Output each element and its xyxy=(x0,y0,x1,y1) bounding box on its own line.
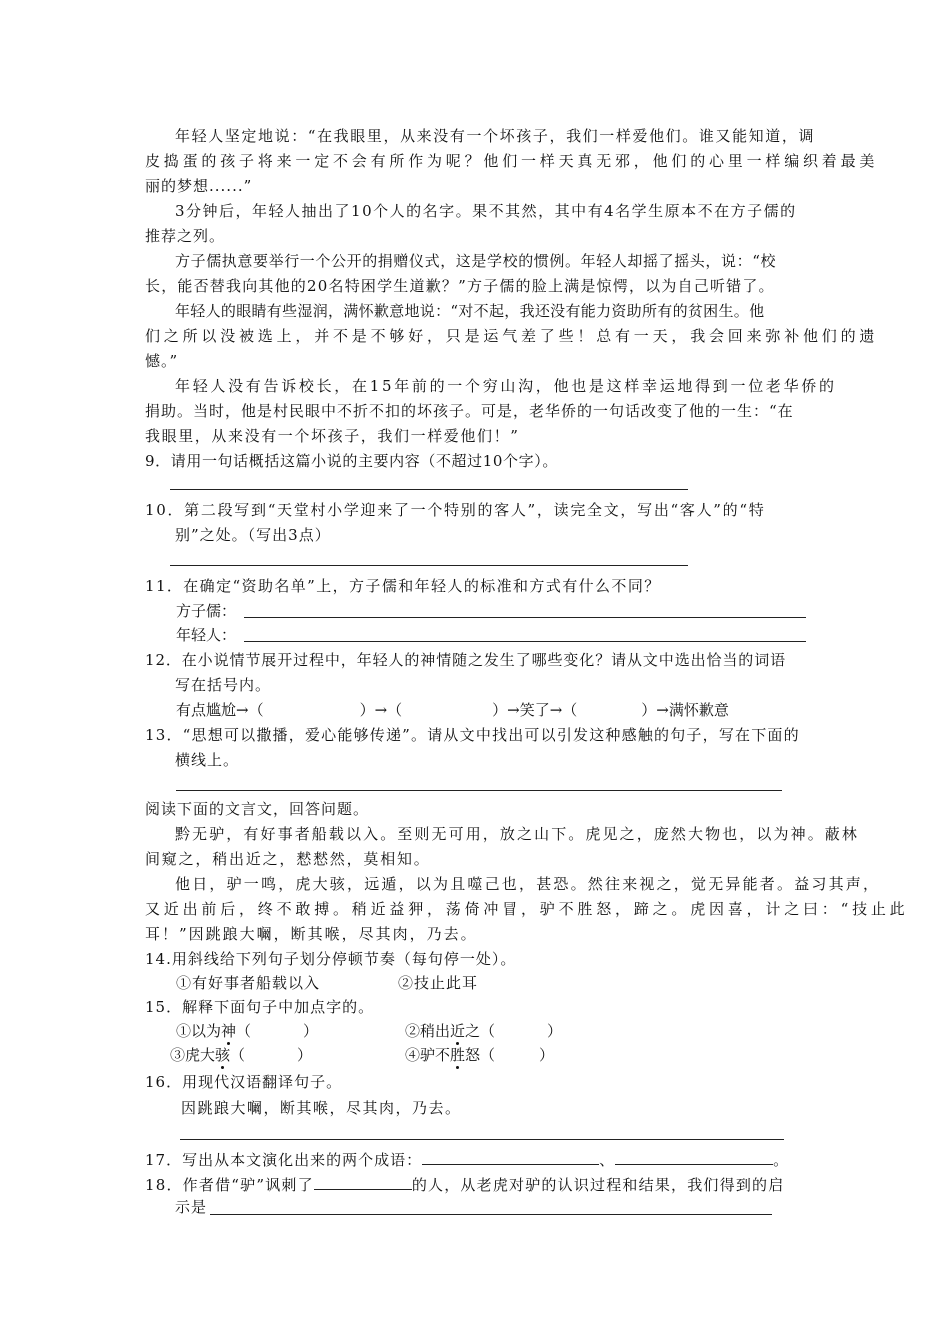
chain-part: 有点尴尬→（ xyxy=(176,701,264,719)
q15-item-1: ①以为神（ ） xyxy=(176,1022,319,1040)
passage2-line: 又近出前后，终不敢搏。稍近益狎，荡倚冲冒，驴不胜怒，蹄之。虎因喜，计之曰：“技止此 xyxy=(145,900,909,918)
answer-line-q16[interactable] xyxy=(180,1139,784,1140)
question-12: 写在括号内。 xyxy=(175,676,272,694)
passage1-line: 推荐之列。 xyxy=(145,227,226,245)
dotted-char: 神 xyxy=(221,1022,237,1040)
label-fangziru: 方子儒： xyxy=(176,602,237,620)
question-13: 13．“思想可以撒播，爱心能够传递”。请从文中找出可以引发这种感触的句子，写在下面的 xyxy=(145,726,800,744)
dotted-char: 近 xyxy=(450,1022,466,1040)
answer-line-q11-fangziru[interactable] xyxy=(244,617,806,618)
dotted-char: 骇 xyxy=(215,1046,231,1064)
q15-item-2: ②稍出近之（ ） xyxy=(405,1022,563,1040)
question-12: 12．在小说情节展开过程中，年轻人的神情随之发生了哪些变化？请从文中选出恰当的词语 xyxy=(145,651,786,669)
question-9: 9．请用一句话概括这篇小说的主要内容（不超过10个字）。 xyxy=(145,452,558,470)
passage1-line: 丽的梦想......” xyxy=(145,177,253,195)
q14-item-2: ②技止此耳 xyxy=(398,974,479,992)
q16-sentence: 因跳踉大㘎，断其喉，尽其肉，乃去。 xyxy=(181,1099,462,1117)
answer-line-q11-young-man[interactable] xyxy=(244,641,806,642)
passage1-line: 憾。” xyxy=(145,352,179,370)
passage1-line: 长，能否替我向其他的20名特困学生道歉？”方子儒的脸上满是惊愕，以为自己听错了。 xyxy=(145,277,775,295)
emotion-chain xyxy=(176,700,729,720)
question-13: 横线上。 xyxy=(175,751,240,769)
question-15: 15．解释下面句子中加点字的。 xyxy=(145,998,375,1016)
question-11: 11．在确定“资助名单”上，方子儒和年轻人的标准和方式有什么不同？ xyxy=(145,577,661,595)
answer-line-q18[interactable] xyxy=(210,1214,772,1215)
passage1-line: 3分钟后，年轻人抽出了10个人的名字。果不其然，其中有4名学生原本不在方子儒的 xyxy=(175,202,797,220)
q15-item-3: ③虎大骇（ ） xyxy=(170,1046,313,1064)
passage2-line: 间窥之，稍出近之，慭慭然，莫相知。 xyxy=(145,850,431,868)
passage1-line: 捐助。当时，他是村民眼中不折不扣的坏孩子。可是，老华侨的一句话改变了他的一生：“在 xyxy=(145,402,794,420)
answer-line-q10[interactable] xyxy=(170,565,688,566)
passage1-line: 年轻人的眼睛有些湿润，满怀歉意地说：“对不起，我还没有能力资助所有的贫困生。他 xyxy=(175,302,765,320)
passage2-line: 耳！”因跳踉大㘎，断其喉，尽其肉，乃去。 xyxy=(145,925,478,943)
chain-part: ）→满怀歉意 xyxy=(641,701,729,719)
chain-part: ）→笑了→（ xyxy=(492,701,578,719)
section-intro: 阅读下面的文言文，回答问题。 xyxy=(145,800,370,818)
question-18: 示是 xyxy=(175,1198,208,1216)
question-14: 14.用斜线给下列句子划分停顿节奏（每句停一处）。 xyxy=(145,950,517,968)
question-18: 18．作者借“驴”讽刺了 的人，从老虎对驴的认识过程和结果，我们得到的启 xyxy=(145,1173,784,1195)
passage2-line: 他日，驴一鸣，虎大骇，远遁，以为且噬己也，甚恐。然往来视之，觉无异能者。益习其声， xyxy=(175,875,881,893)
question-10: 别”之处。（写出3点） xyxy=(175,526,331,544)
satire-blank[interactable] xyxy=(314,1173,412,1190)
idiom-blank-2[interactable] xyxy=(615,1148,773,1165)
dotted-char: 胜 xyxy=(450,1046,466,1064)
idiom-blank-1[interactable] xyxy=(422,1148,599,1165)
q15-item-4: ④驴不胜怒（ ） xyxy=(405,1046,555,1064)
passage2-line: 黔无驴，有好事者船载以入。至则无可用，放之山下。虎见之，庞然大物也，以为神。蔽林 xyxy=(175,825,860,843)
passage1-line: 们之所以没被选上，并不是不够好，只是运气差了些！总有一天，我会回来弥补他们的遗 xyxy=(145,327,879,345)
label-young-man: 年轻人： xyxy=(176,626,237,644)
passage1-line: 皮捣蛋的孩子将来一定不会有所作为呢？他们一样天真无邪，他们的心里一样编织着最美 xyxy=(145,152,879,170)
question-10: 10．第二段写到“天堂村小学迎来了一个特别的客人”，读完全文，写出“客人”的“特 xyxy=(145,501,766,519)
q14-item-1: ①有好事者船载以入 xyxy=(176,974,321,992)
answer-line-q9[interactable] xyxy=(170,489,688,490)
answer-line-q13[interactable] xyxy=(176,790,782,791)
passage1-line: 方子儒执意要举行一个公开的捐赠仪式，这是学校的惯例。年轻人却摇了摇头，说：“校 xyxy=(175,252,777,270)
passage1-line: 年轻人坚定地说：“在我眼里，从来没有一个坏孩子，我们一样爱他们。谁又能知道，调 xyxy=(175,127,816,145)
chain-part: ）→（ xyxy=(359,701,403,719)
question-17: 17．写出从本文演化出来的两个成语： 、 。 xyxy=(145,1148,789,1170)
question-16: 16．用现代汉语翻译句子。 xyxy=(145,1073,343,1091)
passage1-line: 年轻人没有告诉校长，在15年前的一个穷山沟，他也是这样幸运地得到一位老华侨的 xyxy=(175,377,837,395)
passage1-line: 我眼里，从来没有一个坏孩子，我们一样爱他们！” xyxy=(145,427,520,445)
